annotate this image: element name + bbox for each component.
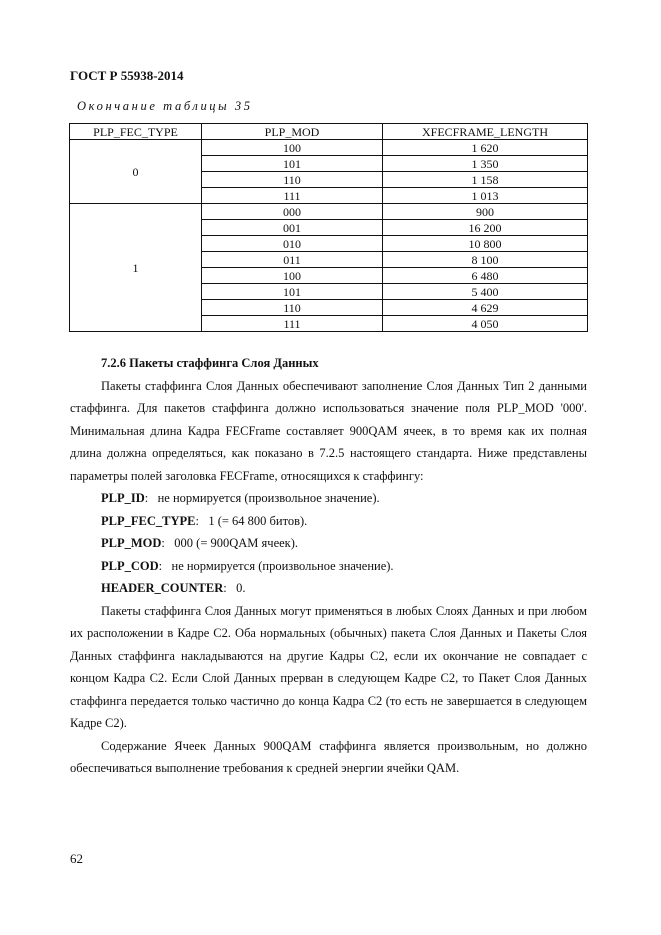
paragraph: Пакеты стаффинга Слоя Данных могут применяться в любых Слоях Данных и при любом их расположении в Кадре С2. Оба нормальных (обычных) пакета Слоя Данных и Пакеты Слоя Данных стаффинга накладываются на другие Кадры С2, если их окончание не совпадает с концом Кадра С2. Если Слой Данных прерван в следующем Кадре С2, то Пакет Слоя Данных стаффинга передается только частично до конца Кадра С2 (то есть не завершается в следующем Кадре С2). <box>70 603 587 730</box>
length-cell: 8 100 <box>383 252 588 268</box>
length-cell: 1 350 <box>383 156 588 172</box>
length-cell: 4 050 <box>383 316 588 332</box>
body-text <box>70 352 587 780</box>
field-line: PLP_COD: не нормируется (произвольное значение). <box>101 558 394 573</box>
plp-mod-cell: 100 <box>202 268 383 284</box>
field-name: PLP_FEC_TYPE <box>101 513 196 528</box>
plp-mod-cell: 110 <box>202 172 383 188</box>
section-heading: 7.2.6 Пакеты стаффинга Слоя Данных <box>101 356 319 370</box>
data-table <box>69 123 588 332</box>
paragraph: Содержание Ячеек Данных 900QAM стаффинга является произвольным, но должно обеспечиваться выполнение требования к средней энергии ячейки QAM. <box>70 738 587 775</box>
length-cell: 900 <box>383 204 588 220</box>
plp-mod-cell: 111 <box>202 316 383 332</box>
field-name: PLP_COD <box>101 558 159 573</box>
table-header-row <box>70 124 588 140</box>
length-cell: 5 400 <box>383 284 588 300</box>
fec-type-cell: 0 <box>70 140 202 204</box>
field-value: 000 (= 900QAM ячеек). <box>174 536 299 550</box>
table-row <box>70 204 588 220</box>
length-cell: 1 620 <box>383 140 588 156</box>
field-line: HEADER_COUNTER: 0. <box>101 581 246 595</box>
field-line: PLP_MOD: 000 (= 900QAM ячеек). <box>101 536 299 550</box>
plp-mod-cell: 001 <box>202 220 383 236</box>
table-caption: Окончание таблицы 35 <box>77 99 253 113</box>
length-cell: 16 200 <box>383 220 588 236</box>
page-number: 62 <box>70 851 83 866</box>
length-cell: 1 013 <box>383 188 588 204</box>
paragraph: Пакеты стаффинга Слоя Данных обеспечивают заполнение Слоя Данных Тип 2 данными стаффинга. Для пакетов стаффинга должно использоваться значение поля PLP_MOD '000'. Минимальная длина Кадра FECFrame составляет 900QAM ячеек, в то время как их полная длина должна определяться, как показано в 7.2.5 настоящего стандарта. Ниже представлены параметры полей заголовка FECFrame, относящихся к стаффингу: <box>70 378 587 483</box>
length-cell: 10 800 <box>383 236 588 252</box>
plp-mod-cell: 111 <box>202 188 383 204</box>
column-header: PLP_FEC_TYPE <box>70 124 202 140</box>
plp-mod-cell: 110 <box>202 300 383 316</box>
fec-type-cell: 1 <box>70 204 202 332</box>
field-value: 0. <box>236 581 246 595</box>
length-cell: 4 629 <box>383 300 588 316</box>
plp-mod-cell: 011 <box>202 252 383 268</box>
column-header: PLP_MOD <box>202 124 383 140</box>
plp-mod-cell: 000 <box>202 204 383 220</box>
field-name: HEADER_COUNTER <box>101 581 224 595</box>
column-header: XFECFRAME_LENGTH <box>383 124 588 140</box>
field-value: 1 (= 64 800 битов). <box>208 513 308 528</box>
document-header: ГОСТ Р 55938-2014 <box>70 68 184 83</box>
field-value: не нормируется (произвольное значение). <box>157 491 380 505</box>
plp-mod-cell: 101 <box>202 156 383 172</box>
field-value: не нормируется (произвольное значение). <box>171 558 394 573</box>
length-cell: 6 480 <box>383 268 588 284</box>
table-row <box>70 140 588 156</box>
length-cell: 1 158 <box>383 172 588 188</box>
plp-mod-cell: 101 <box>202 284 383 300</box>
field-line: PLP_ID: не нормируется (произвольное значение). <box>101 491 380 505</box>
field-name: PLP_MOD <box>101 536 162 550</box>
field-name: PLP_ID <box>101 491 145 505</box>
field-line: PLP_FEC_TYPE: 1 (= 64 800 битов). <box>101 513 308 528</box>
plp-mod-cell: 010 <box>202 236 383 252</box>
plp-mod-cell: 100 <box>202 140 383 156</box>
